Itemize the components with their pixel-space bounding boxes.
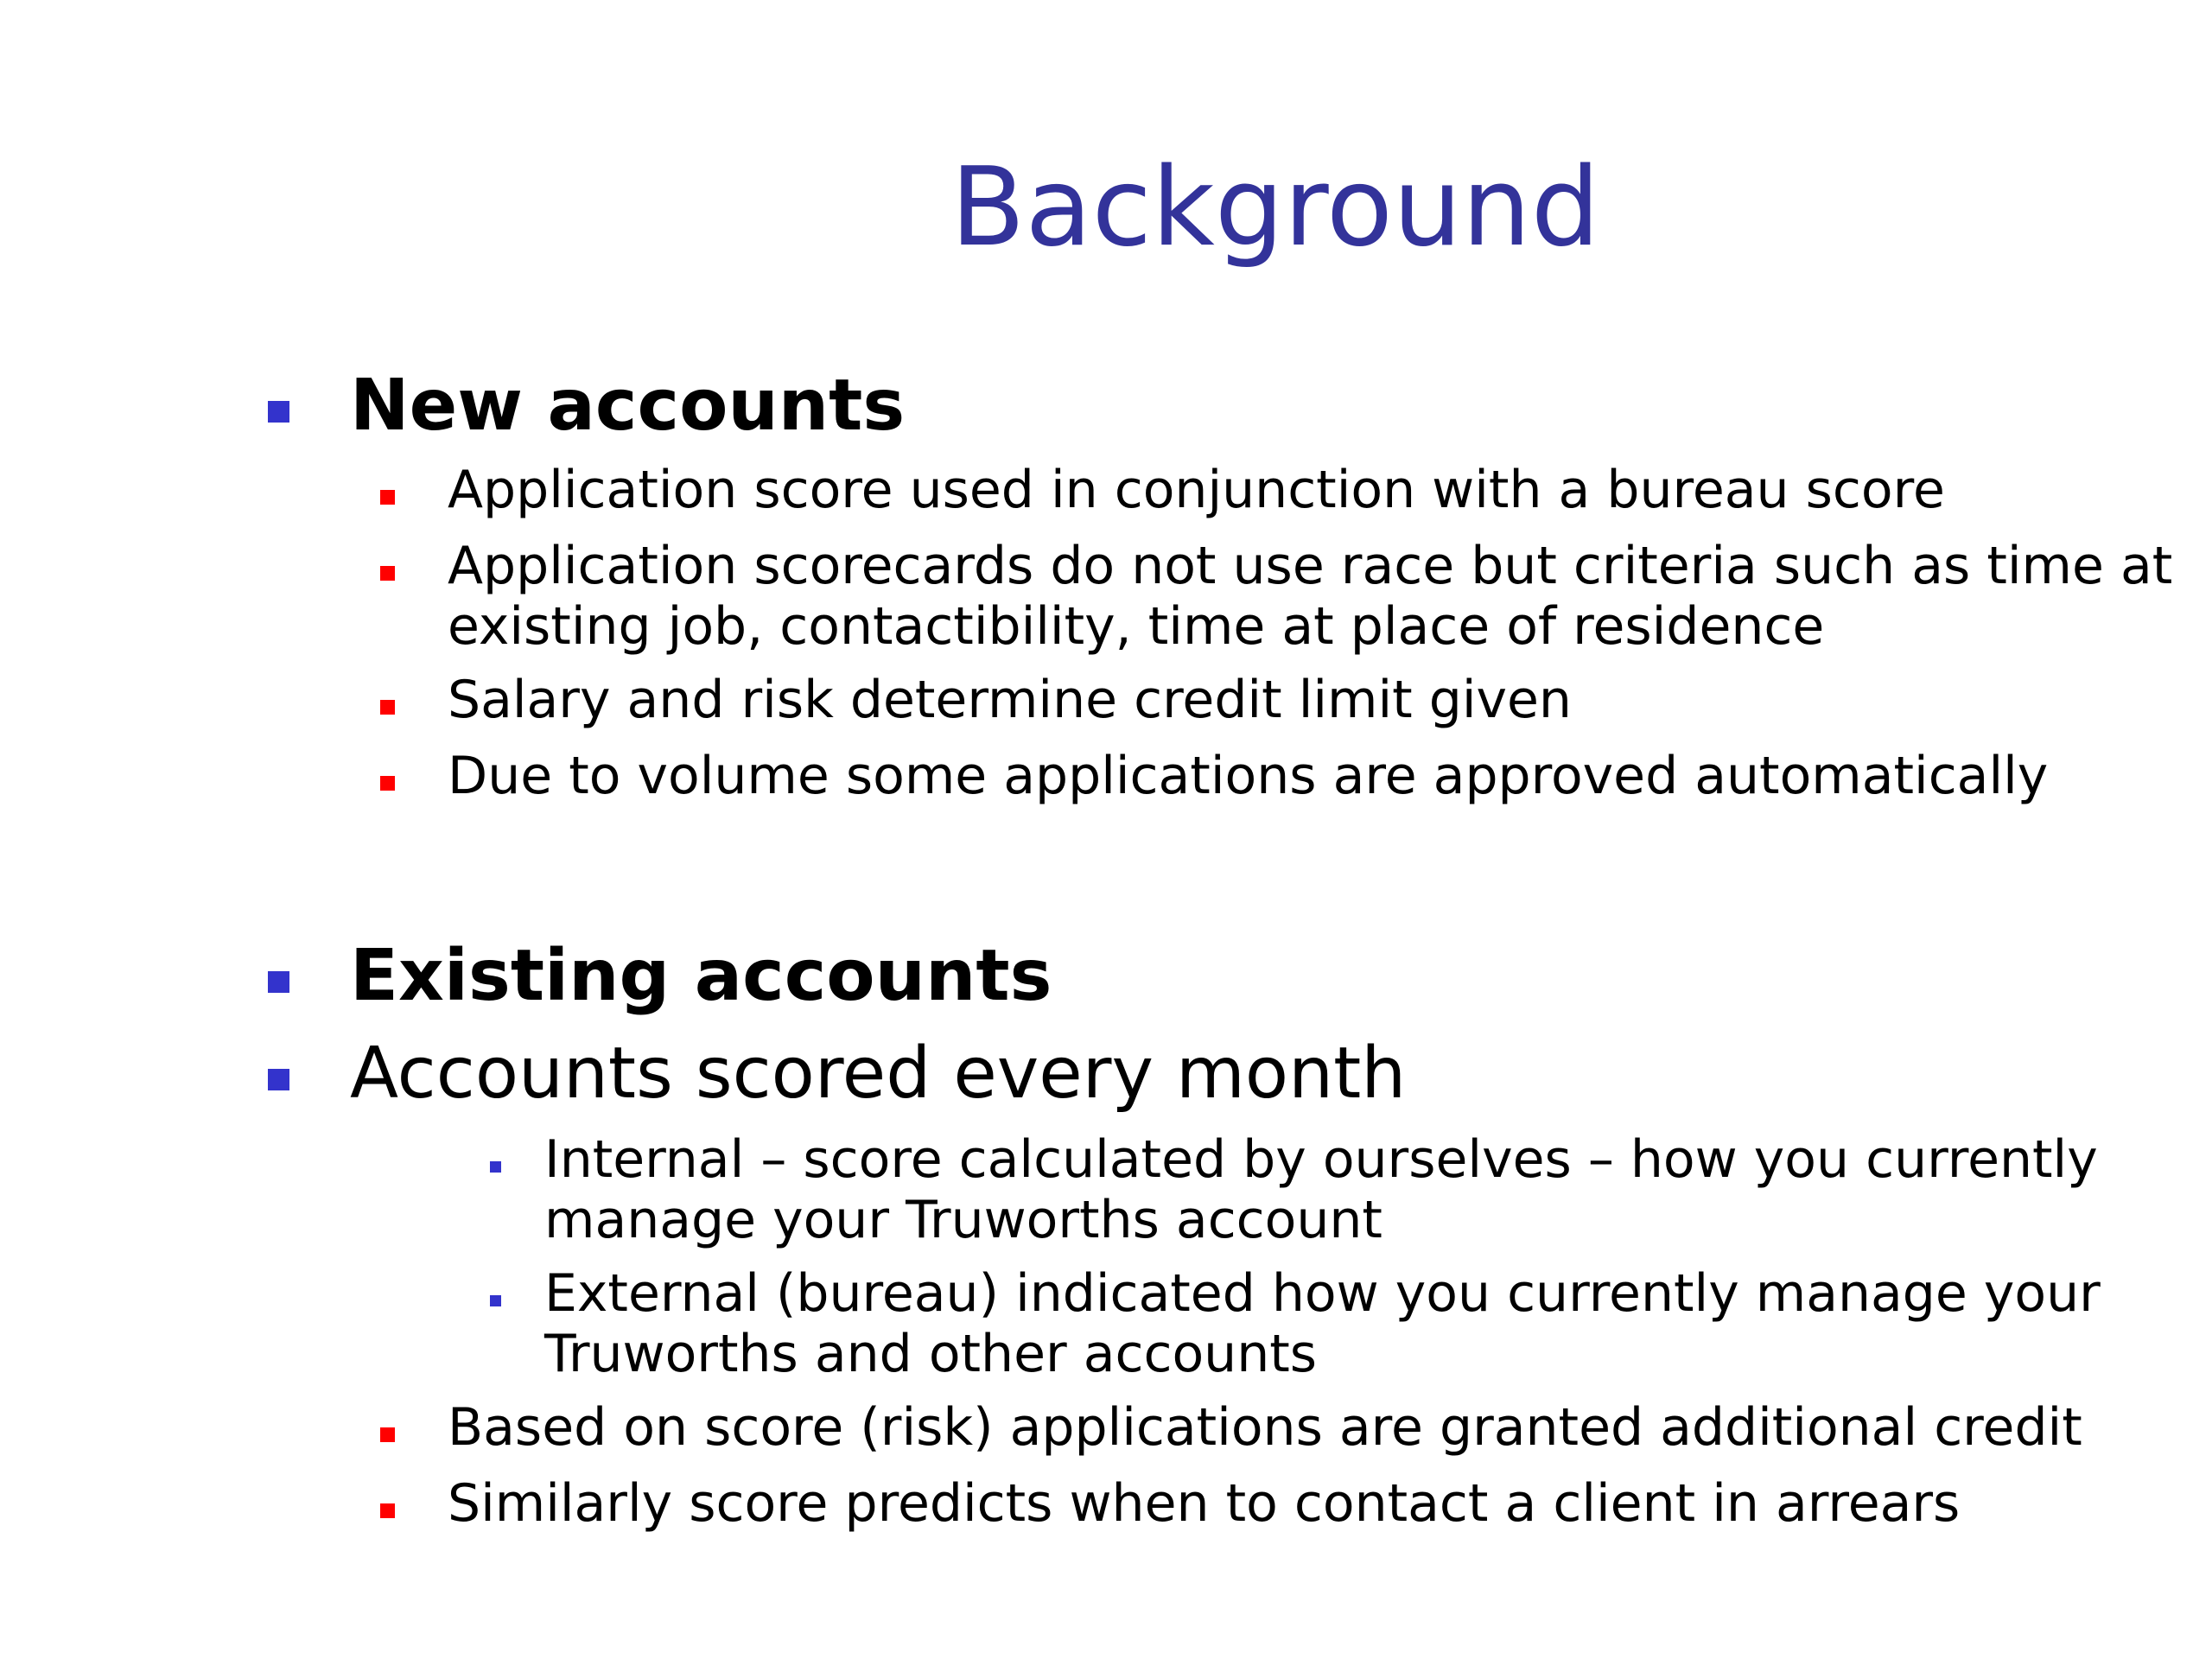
list-item bbox=[448, 460, 1945, 520]
square-bullet-icon bbox=[380, 700, 395, 715]
square-bullet-icon bbox=[380, 1503, 395, 1518]
list-item-text: existing job, contactibility, time at place of residence bbox=[448, 596, 1825, 657]
list-item-text: Salary and risk determine credit limit given bbox=[448, 670, 1572, 730]
list-item-text: Truworths and other accounts bbox=[544, 1324, 1318, 1384]
heading-text: Existing accounts bbox=[350, 935, 1052, 1017]
list-item-text: Accounts scored every month bbox=[350, 1033, 1407, 1115]
heading-new-accounts bbox=[350, 363, 905, 449]
list-item-text: Due to volume some applications are approved automatically bbox=[448, 746, 2049, 806]
list-item bbox=[448, 1397, 2082, 1458]
list-item-text: Application score used in conjunction with a bureau score bbox=[448, 460, 1945, 520]
heading-existing-accounts bbox=[350, 933, 1052, 1020]
list-item-monthly bbox=[350, 1031, 1406, 1117]
sub-list-item bbox=[544, 1129, 2098, 1250]
list-item bbox=[448, 746, 2048, 806]
square-bullet-icon bbox=[380, 776, 395, 791]
square-bullet-icon bbox=[380, 1427, 395, 1442]
square-bullet-icon bbox=[268, 401, 289, 423]
list-item bbox=[448, 670, 1572, 730]
list-item-text: Internal – score calculated by ourselves – how you currently bbox=[544, 1129, 2098, 1190]
slide-title: Background bbox=[950, 143, 1600, 270]
square-bullet-icon bbox=[490, 1161, 501, 1173]
list-item-text: Application scorecards do not use race but criteria such as time at bbox=[448, 536, 2173, 596]
square-bullet-icon bbox=[380, 566, 395, 581]
list-item-text: manage your Truworths account bbox=[544, 1190, 1382, 1250]
list-item-text: External (bureau) indicated how you currently manage your bbox=[544, 1263, 2101, 1324]
square-bullet-icon bbox=[268, 1069, 289, 1090]
list-item bbox=[448, 1473, 1960, 1534]
square-bullet-icon bbox=[490, 1295, 501, 1306]
square-bullet-icon bbox=[380, 490, 395, 505]
sub-list-item bbox=[544, 1263, 2101, 1384]
square-bullet-icon bbox=[268, 971, 289, 993]
list-item-text: Similarly score predicts when to contact a client in arrears bbox=[448, 1473, 1961, 1534]
heading-text: New accounts bbox=[350, 365, 906, 447]
list-item bbox=[448, 536, 2172, 657]
list-item-text: Based on score (risk) applications are granted additional credit bbox=[448, 1397, 2082, 1458]
